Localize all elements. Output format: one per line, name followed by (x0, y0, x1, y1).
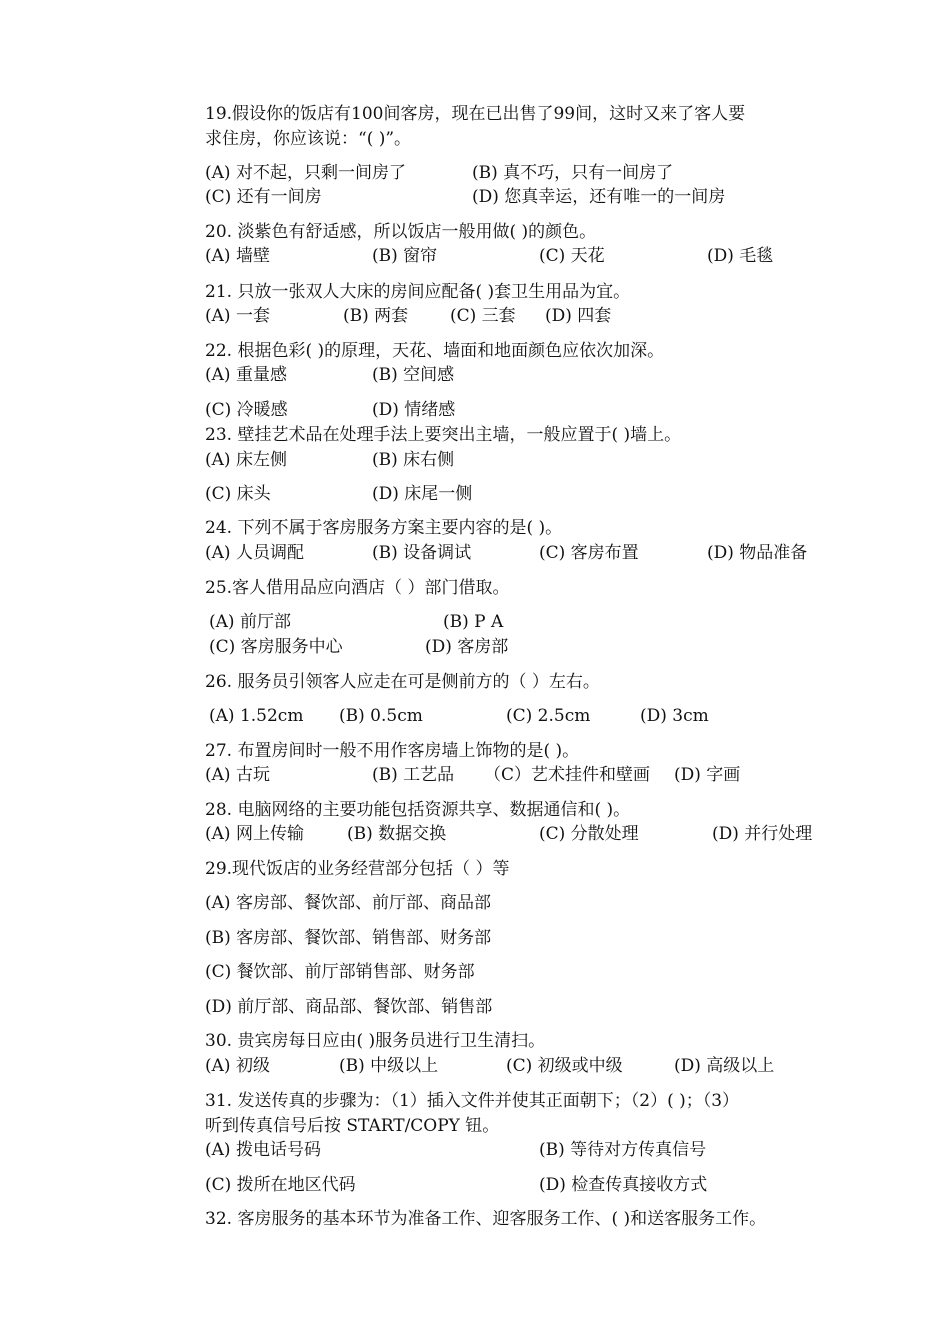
option-c: (C) 还有一间房 (205, 187, 322, 207)
option-b: (B) 空间感 (372, 365, 455, 385)
option-a: (A) 前厅部 (209, 612, 291, 632)
option-b: (B) 数据交换 (347, 824, 447, 844)
question-text: 27. 布置房间时一般不用作客房墙上饰物的是( )。 (205, 741, 580, 761)
option-d: (D) 床尾一侧 (372, 484, 473, 504)
option-c: (C) 初级或中级 (506, 1056, 623, 1076)
question-text: 32. 客房服务的基本环节为准备工作、迎客服务工作、( )和送客服务工作。 (205, 1209, 767, 1229)
option-d: (D) 您真幸运，还有唯一的一间房 (472, 187, 726, 207)
question-text: 22. 根据色彩( )的原理，天花、墙面和地面颜色应依次加深。 (205, 341, 665, 361)
option-a: (A) 重量感 (205, 365, 287, 385)
option-b: (B) 客房部、餐饮部、销售部、财务部 (205, 928, 492, 948)
option-d: (D) 3cm (640, 706, 709, 726)
option-b: (B) 0.5cm (339, 706, 423, 726)
question-text: 25.客人借用品应向酒店（ ）部门借取。 (205, 578, 510, 598)
option-d: (D) 字画 (674, 765, 741, 785)
option-d: (D) 前厅部、商品部、餐饮部、销售部 (205, 997, 493, 1017)
option-d: (D) 检查传真接收方式 (539, 1175, 708, 1195)
option-b: (B) 设备调试 (372, 543, 472, 563)
option-a: (A) 客房部、餐饮部、前厅部、商品部 (205, 893, 491, 913)
option-c: (C) 三套 (450, 306, 516, 326)
option-c: （C）艺术挂件和壁画 (484, 765, 651, 785)
option-a: (A) 人员调配 (205, 543, 304, 563)
option-c: (C) 客房布置 (539, 543, 639, 563)
question-text: 21. 只放一张双人大床的房间应配备( )套卫生用品为宜。 (205, 282, 631, 302)
option-d: (D) 并行处理 (712, 824, 813, 844)
option-b: (B) 窗帘 (372, 246, 438, 266)
question-text: 求住房，你应该说：“( )”。 (205, 129, 412, 149)
question-text: 31. 发送传真的步骤为：（1）插入文件并使其正面朝下；（2）( )；（3） (205, 1091, 740, 1111)
option-c: (C) 天花 (539, 246, 605, 266)
option-b: (B) 中级以上 (339, 1056, 439, 1076)
option-d: (D) 四套 (545, 306, 612, 326)
question-text: 26. 服务员引领客人应走在可是侧前方的（ ）左右。 (205, 672, 600, 692)
option-d: (D) 物品准备 (707, 543, 808, 563)
option-a: (A) 床左侧 (205, 450, 287, 470)
question-text: 23. 壁挂艺术品在处理手法上要突出主墙，一般应置于( )墙上。 (205, 425, 682, 445)
question-text: 29.现代饭店的业务经营部分包括（ ）等 (205, 859, 510, 879)
option-c: (C) 床头 (205, 484, 271, 504)
option-a: (A) 1.52cm (209, 706, 304, 726)
question-text: 听到传真信号后按 START/COPY 钮。 (205, 1116, 500, 1136)
option-b: (B) 等待对方传真信号 (539, 1140, 707, 1160)
option-b: (B) 真不巧，只有一间房了 (472, 163, 674, 183)
option-c: (C) 拨所在地区代码 (205, 1175, 356, 1195)
question-text: 20. 淡紫色有舒适感，所以饭店一般用做( )的颜色。 (205, 222, 597, 242)
option-d: (D) 高级以上 (674, 1056, 775, 1076)
question-text: 19.假设你的饭店有100间客房，现在已出售了99间，这时又来了客人要 (205, 104, 746, 124)
option-b: (B) 工艺品 (372, 765, 455, 785)
option-a: (A) 对不起，只剩一间房了 (205, 163, 406, 183)
question-text: 24. 下列不属于客房服务方案主要内容的是( )。 (205, 518, 563, 538)
option-b: (B) 两套 (343, 306, 409, 326)
option-b: (B) P A (443, 612, 504, 632)
option-a: (A) 初级 (205, 1056, 270, 1076)
option-d: (D) 毛毯 (707, 246, 774, 266)
option-d: (D) 客房部 (425, 637, 509, 657)
option-d: (D) 情绪感 (372, 400, 456, 420)
option-c: (C) 客房服务中心 (209, 637, 343, 657)
option-a: (A) 拨电话号码 (205, 1140, 321, 1160)
option-a: (A) 网上传输 (205, 824, 304, 844)
option-a: (A) 一套 (205, 306, 270, 326)
option-c: (C) 餐饮部、前厅部销售部、财务部 (205, 962, 475, 982)
option-a: (A) 墙壁 (205, 246, 270, 266)
question-text: 30. 贵宾房每日应由( )服务员进行卫生清扫。 (205, 1031, 546, 1051)
option-b: (B) 床右侧 (372, 450, 455, 470)
option-c: (C) 分散处理 (539, 824, 639, 844)
option-c: (C) 冷暖感 (205, 400, 288, 420)
question-text: 28. 电脑网络的主要功能包括资源共享、数据通信和( )。 (205, 800, 631, 820)
option-c: (C) 2.5cm (506, 706, 591, 726)
option-a: (A) 古玩 (205, 765, 270, 785)
